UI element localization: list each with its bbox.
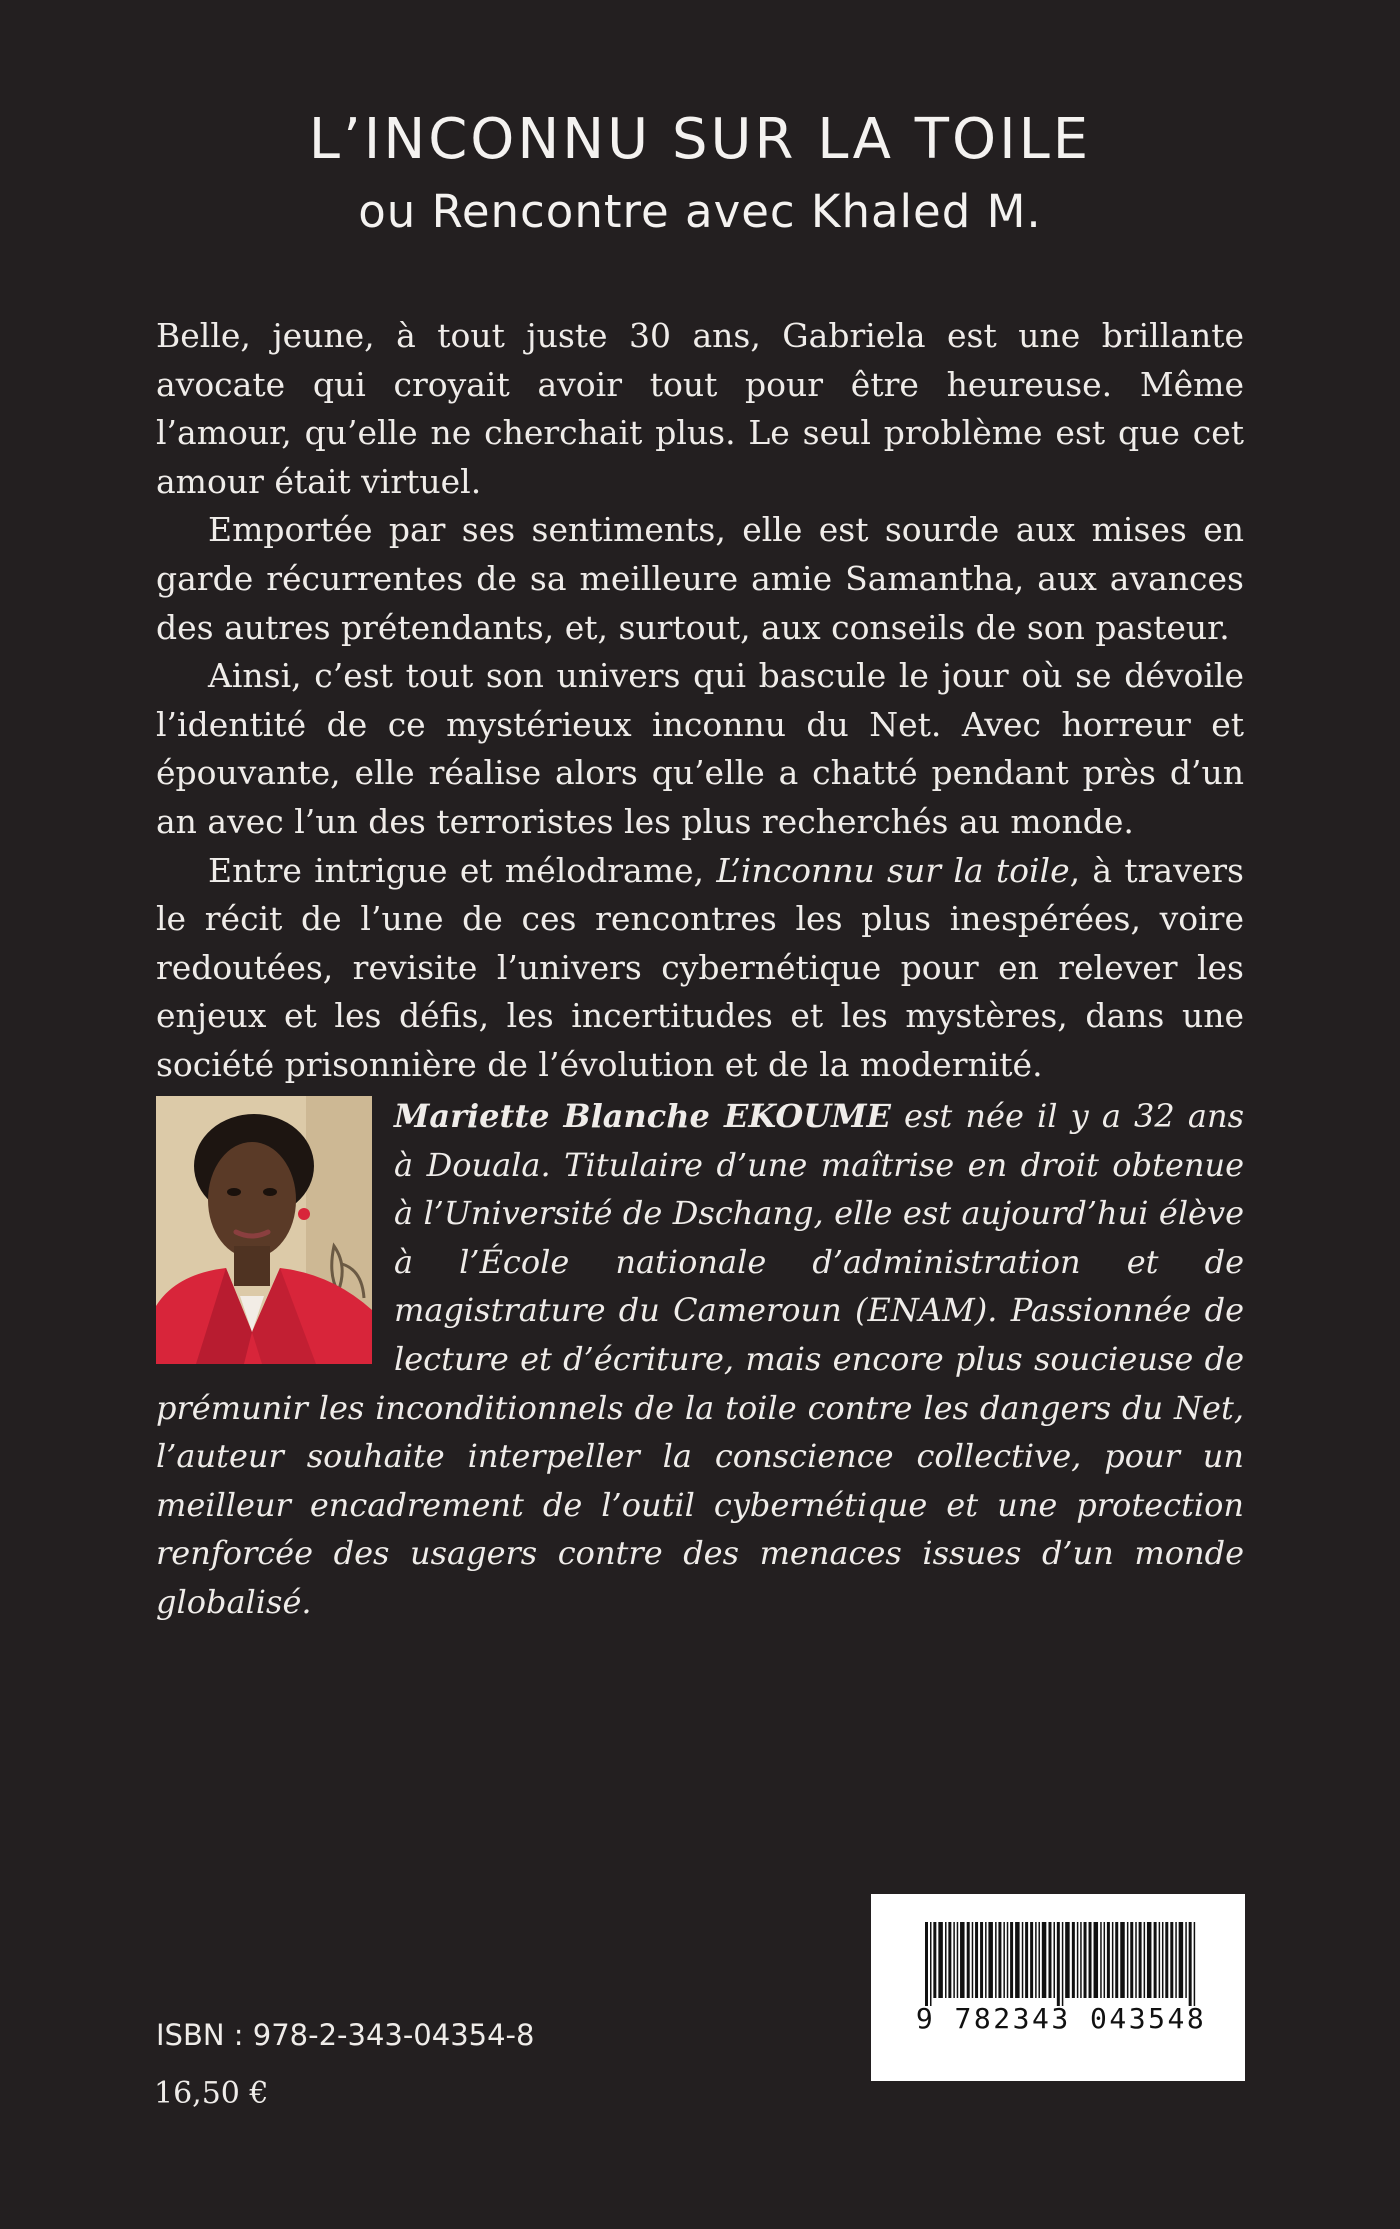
barcode-bar [1179, 1922, 1184, 1998]
barcode-bar [948, 1922, 951, 1998]
barcode-bar [988, 1922, 993, 1998]
barcode-bar [1025, 1922, 1028, 1998]
barcode-bar [1165, 1922, 1168, 1998]
synopsis-paragraph-1: Belle, jeune, à tout juste 30 ans, Gabriela est une brillante avocate qui croyait avoir tout pour être heureuse. Même l’amour, qu’elle ne cherchait plus. Le seul problème est que cet amour était virtuel. [156, 316, 1244, 501]
barcode-bar [1170, 1922, 1173, 1998]
barcode-bar [1057, 1922, 1060, 2006]
barcode-bar [1100, 1922, 1102, 1998]
author-name: Mariette Blanche EKOUME [394, 1097, 891, 1135]
barcode-bar [1162, 1922, 1164, 1998]
barcode-bar [995, 1922, 997, 1998]
barcode-bar [1072, 1922, 1075, 1998]
barcode-bar [1147, 1922, 1152, 1998]
barcode-bar [1175, 1922, 1177, 1998]
barcode-bar [1194, 1922, 1196, 2006]
barcode-bar [1030, 1922, 1033, 1998]
barcode-bar [925, 1922, 928, 2006]
synopsis-book-title-italic: L’inconnu sur la toile [716, 850, 1070, 890]
barcode-bar [980, 1922, 983, 1998]
barcode-bar [1107, 1922, 1110, 1998]
barcode-bar [1003, 1922, 1005, 1998]
title-block [0, 104, 1400, 248]
barcode-bar [938, 1922, 943, 1998]
barcode [871, 1894, 1245, 2081]
barcode-bar [1022, 1922, 1024, 1998]
synopsis-paragraph-3: Ainsi, c’est tout son univers qui bascule le jour où se dévoile l’identité de ce mystérieux inconnu du Net. Avec horreur et épouvante, elle réalise alors qu’elle a chatté pendant près d’un an avec l’un des terroristes les plus recherchés au monde. [156, 656, 1244, 841]
barcode-bar [1048, 1922, 1051, 1998]
barcode-bar [1115, 1922, 1118, 1998]
synopsis-p4-end: , à travers le récit de l’une de ces rencontres les plus inespérées, voire redoutées, revisite l’univers cybernétique pour en relever les enjeux et les défis, les incertitudes et les mystères, dans une société prisonnière de l’évolution et de la modernité. [156, 850, 1244, 1084]
barcode-bar [1084, 1922, 1087, 1998]
barcode-bar [967, 1922, 970, 1998]
barcode-bar [960, 1922, 965, 1998]
barcode-bar [1015, 1922, 1020, 1998]
author-bio-text: est née il y a 32 ans à Douala. Titulaire d’une maîtrise en droit obtenue à l’Université de Dschang, elle est aujourd’hui élève à l’École nationale d’administration et de magistrature du Cameroun (ENAM). Passionnée de lecture et d’écriture, mais encore plus soucieuse de prémunir les inconditionnels de la toile contre les dangers du Net, l’auteur souhaite interpeller la conscience collective, pour un meilleur encadrement de l’outil cybernétique et une protection renforcée des usagers contre des menaces issues d’un monde globalisé. [156, 1097, 1245, 1621]
barcode-bar [945, 1922, 947, 1998]
barcode-bar [1038, 1922, 1040, 1998]
author-photo [156, 1096, 372, 1364]
barcode-bar [1089, 1922, 1092, 1998]
barcode-bar [1130, 1922, 1133, 1998]
barcode-bar [1139, 1922, 1142, 1998]
barcode-bar [972, 1922, 974, 1998]
barcode-bar [1154, 1922, 1157, 1998]
barcode-bar [1053, 1922, 1055, 1998]
barcode-bar [1159, 1922, 1161, 1998]
barcode-bar [1135, 1922, 1137, 1998]
barcode-bar [1144, 1922, 1146, 1998]
barcode-bar [953, 1922, 955, 1998]
barcode-bar [985, 1922, 987, 1998]
book-title: L’INCONNU SUR LA TOILE [308, 107, 1092, 172]
barcode-bar [1035, 1922, 1037, 1998]
price: 16,50 € [154, 2076, 269, 2111]
synopsis-p4-start: Entre intrigue et mélodrame, [208, 850, 717, 890]
barcode-bar [1189, 1922, 1192, 2006]
synopsis-paragraph-2: Emportée par ses sentiments, elle est sourde aux mises en garde récurrentes de sa meilleure amie Samantha, aux avances des autres prétendants, et, surtout, aux conseils de son pasteur. [156, 510, 1244, 647]
barcode-bar [1080, 1922, 1082, 1998]
barcode-bar [1007, 1922, 1009, 1998]
barcode-bar [998, 1922, 1001, 1998]
barcode-bar [1062, 1922, 1064, 2006]
barcode-bar [1112, 1922, 1114, 1998]
barcode-bar [1077, 1922, 1079, 1998]
barcode-bar [1185, 1922, 1187, 1998]
barcode-bar [1010, 1922, 1013, 1998]
barcode-bar [933, 1922, 936, 1998]
barcode-bar [957, 1922, 959, 1998]
barcode-bar [975, 1922, 978, 1998]
synopsis [156, 312, 1244, 1090]
author-bio [156, 1092, 1244, 1627]
barcode-bar [1042, 1922, 1047, 1998]
barcode-bar [930, 1922, 932, 2006]
barcode-bar [1104, 1922, 1106, 1998]
barcode-bar [1127, 1922, 1129, 1998]
author-portrait-illustration [156, 1096, 372, 1364]
book-subtitle: ou Rencontre avec Khaled M. [358, 185, 1042, 238]
barcode-bar [1094, 1922, 1099, 1998]
synopsis-paragraph-4 [156, 847, 1244, 1090]
barcode-bars [925, 1922, 1197, 2006]
barcode-bar [1120, 1922, 1125, 1998]
barcode-digits: 9 782343 043548 [915, 2002, 1207, 2035]
barcode-bar [1065, 1922, 1070, 1998]
isbn: ISBN : 978-2-343-04354-8 [156, 2018, 535, 2052]
